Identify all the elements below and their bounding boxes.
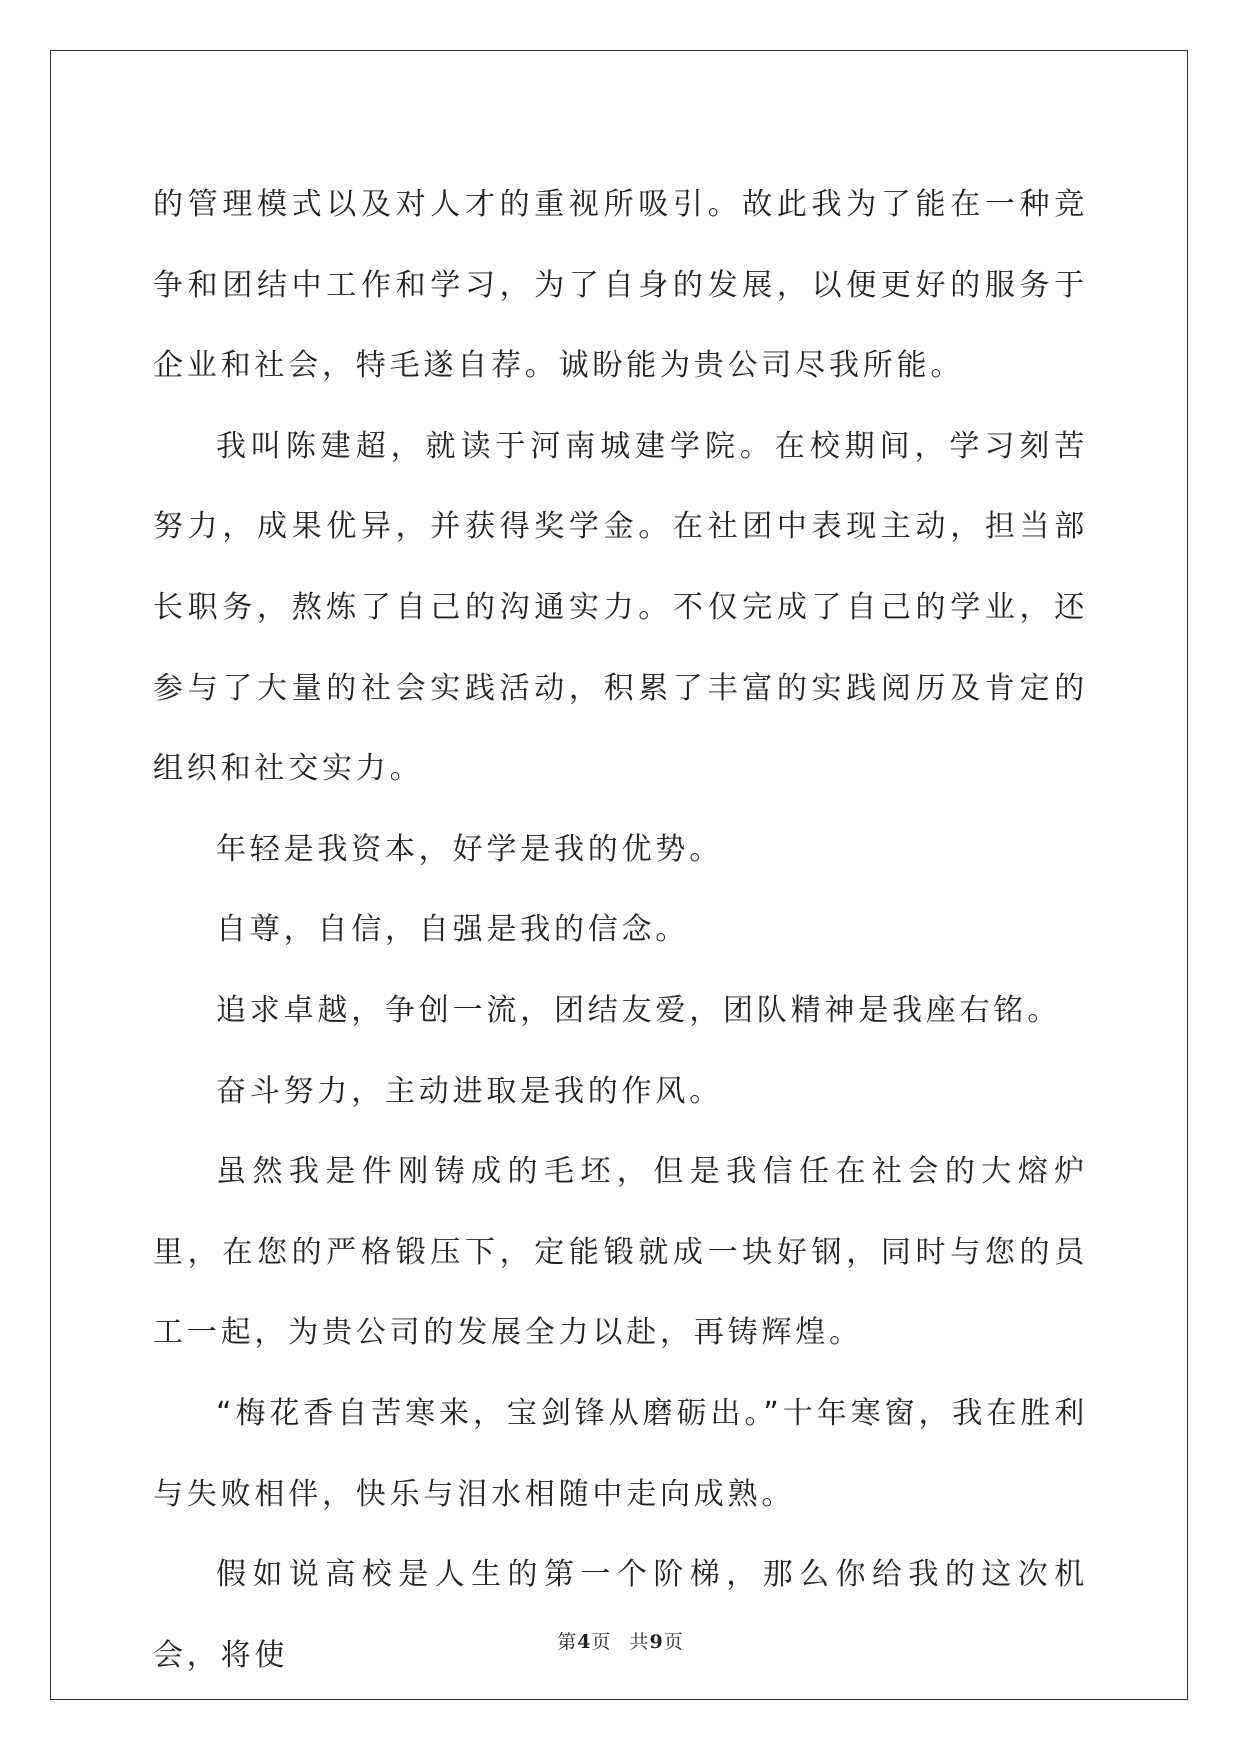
paragraph-7: 虽然我是件刚铸成的毛坯，但是我信任在社会的大熔炉里，在您的严格锻压下，定能锻就成一块好钢，同时与您的员工一起，为贵公司的发展全力以赴，再铸辉煌。: [153, 1154, 1088, 1351]
paragraph-9: 假如说高校是人生的第一个阶梯，那么你给我的这次机会，将使: [153, 1557, 1088, 1673]
document-body: [153, 165, 1088, 1696]
total-suffix: 页: [663, 1631, 684, 1653]
paragraph-4: 自尊，自信，自强是我的信念。: [216, 912, 690, 948]
page-prefix: 第: [557, 1631, 578, 1653]
paragraph-6: 奋斗努力，主动进取是我的作风。: [216, 1073, 723, 1109]
page-number: 4: [577, 1631, 592, 1653]
paragraph-1: 的管理模式以及对人才的重视所吸引。故此我为了能在一种竞争和团结中工作和学习，为了自身的发展，以便更好的服务于企业和社会，特毛遂自荐。诚盼能为贵公司尽我所能。: [153, 187, 1088, 384]
paragraph-5: 追求卓越，争创一流，团结友爱，团队精神是我座右铭。: [216, 992, 1061, 1028]
total-pages: 9: [649, 1631, 664, 1653]
total-prefix: 共: [629, 1631, 650, 1653]
page-suffix: 页: [591, 1631, 612, 1653]
paragraph-2: 我叫陈建超，就读于河南城建学院。在校期间，学习刻苦努力，成果优异，并获得奖学金。在社团中表现主动，担当部长职务，熬炼了自己的沟通实力。不仅完成了自己的学业，还参与了大量的社会实践活动，积累了丰富的实践阅历及肯定的组织和社交实力。: [153, 428, 1088, 787]
page-footer: [0, 1627, 1241, 1654]
paragraph-8: “梅花香自苦寒来，宝剑锋从磨砺出。”十年寒窗，我在胜利与失败相伴，快乐与泪水相随中走向成熟。: [153, 1395, 1088, 1512]
paragraph-3: 年轻是我资本，好学是我的优势。: [216, 831, 723, 867]
